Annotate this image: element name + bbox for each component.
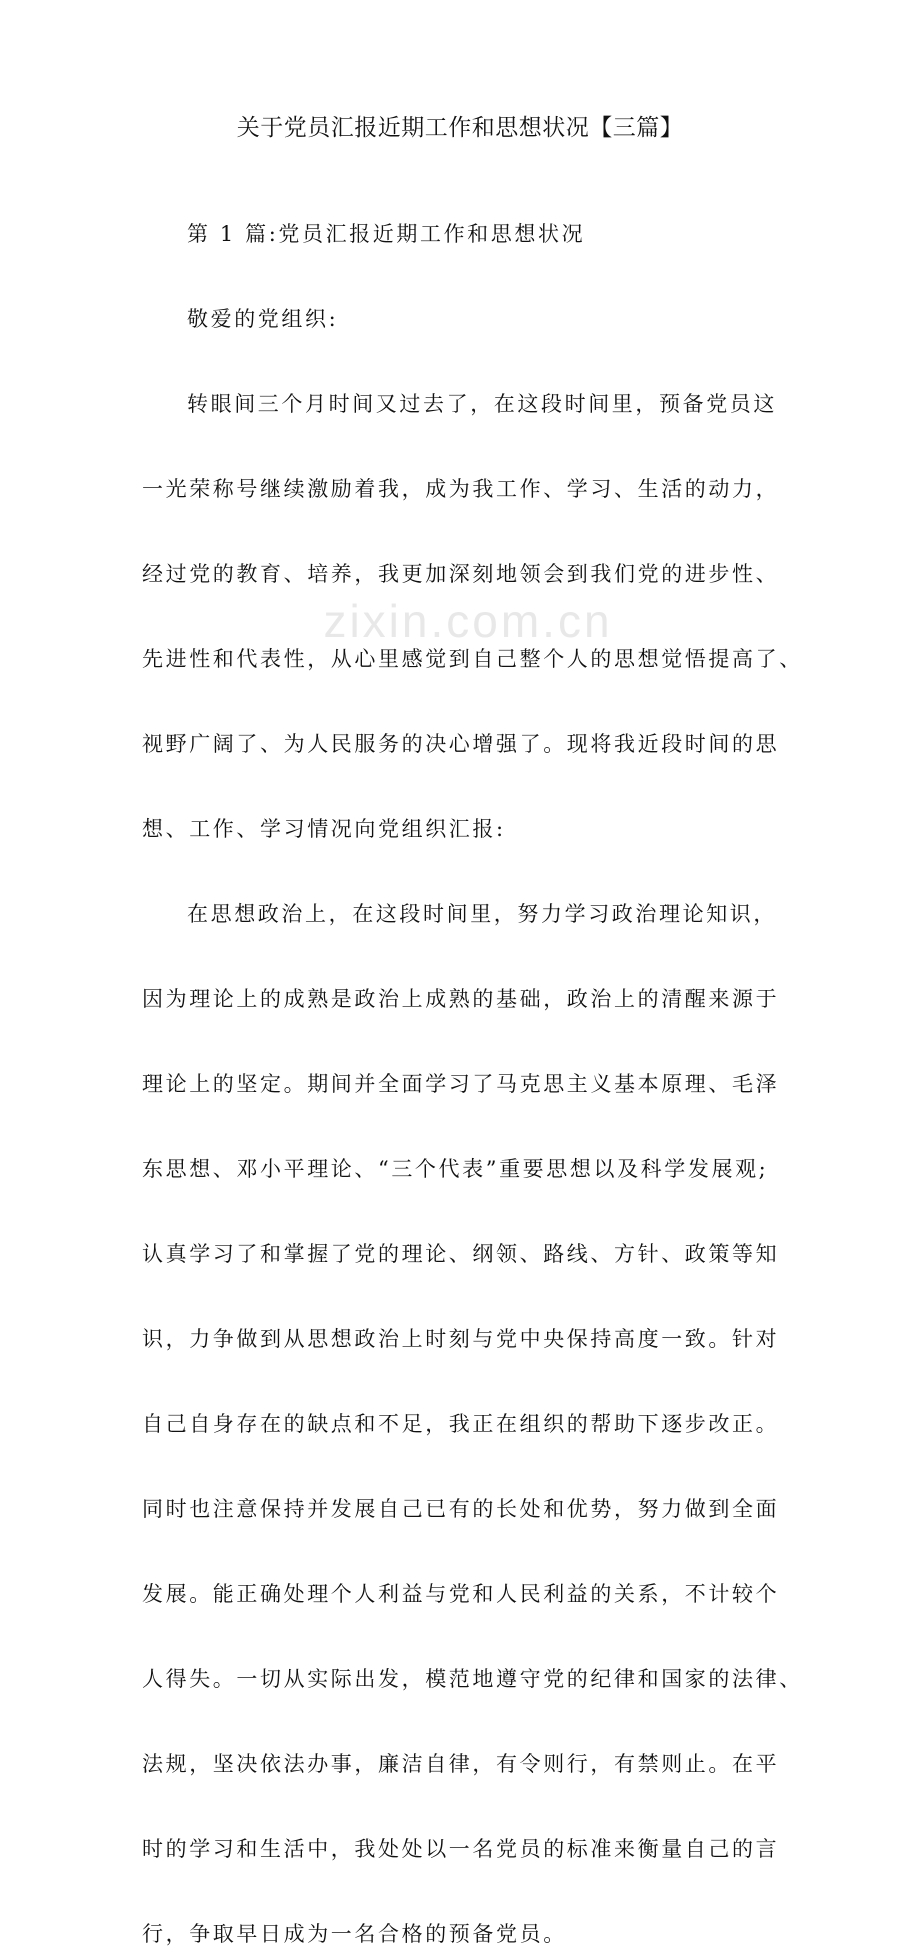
paragraph-2-line: 在思想政治上，在这段时间里，努力学习政治理论知识， [187,902,777,926]
salutation: 敬爱的党组织: [187,307,339,331]
paragraph-2-line: 发展。能正确处理个人利益与党和人民利益的关系，不计较个 [142,1582,780,1606]
paragraph-1-line: 想、工作、学习情况向党组织汇报: [142,817,506,841]
paragraph-1-line: 经过党的教育、培养，我更加深刻地领会到我们党的进步性、 [142,562,780,586]
document-title: 关于党员汇报近期工作和思想状况【三篇】 [236,115,684,141]
paragraph-2-line: 认真学习了和掌握了党的理论、纲领、路线、方针、政策等知 [142,1242,780,1266]
paragraph-2-line: 识，力争做到从思想政治上时刻与党中央保持高度一致。针对 [142,1327,780,1351]
paragraph-1-line: 转眼间三个月时间又过去了，在这段时间里，预备党员这 [187,392,777,416]
paragraph-2-line: 法规，坚决依法办事，廉洁自律，有令则行，有禁则止。在平 [142,1752,780,1776]
section-heading: 第 1 篇:党员汇报近期工作和思想状况 [187,222,586,246]
paragraph-2-line: 理论上的坚定。期间并全面学习了马克思主义基本原理、毛泽 [142,1072,780,1096]
paragraph-2-line: 人得失。一切从实际出发，模范地遵守党的纪律和国家的法律、 [142,1667,803,1691]
paragraph-1-line: 视野广阔了、为人民服务的决心增强了。现将我近段时间的思 [142,732,780,756]
paragraph-2-line: 东思想、邓小平理论、“三个代表”重要思想以及科学发展观; [142,1157,769,1181]
paragraph-2-line: 因为理论上的成熟是政治上成熟的基础，政治上的清醒来源于 [142,987,780,1011]
paragraph-2-line: 同时也注意保持并发展自己已有的长处和优势，努力做到全面 [142,1497,780,1521]
paragraph-2-line: 时的学习和生活中，我处处以一名党员的标准来衡量自己的言 [142,1837,780,1861]
paragraph-1-line: 先进性和代表性，从心里感觉到自己整个人的思想觉悟提高了、 [142,647,803,671]
watermark: zixin.com.cn [323,595,613,647]
paragraph-2-line: 自己自身存在的缺点和不足，我正在组织的帮助下逐步改正。 [142,1412,780,1436]
paragraph-2-line: 行，争取早日成为一名合格的预备党员。 [142,1922,567,1946]
paragraph-1-line: 一光荣称号继续激励着我，成为我工作、学习、生活的动力， [142,477,780,501]
